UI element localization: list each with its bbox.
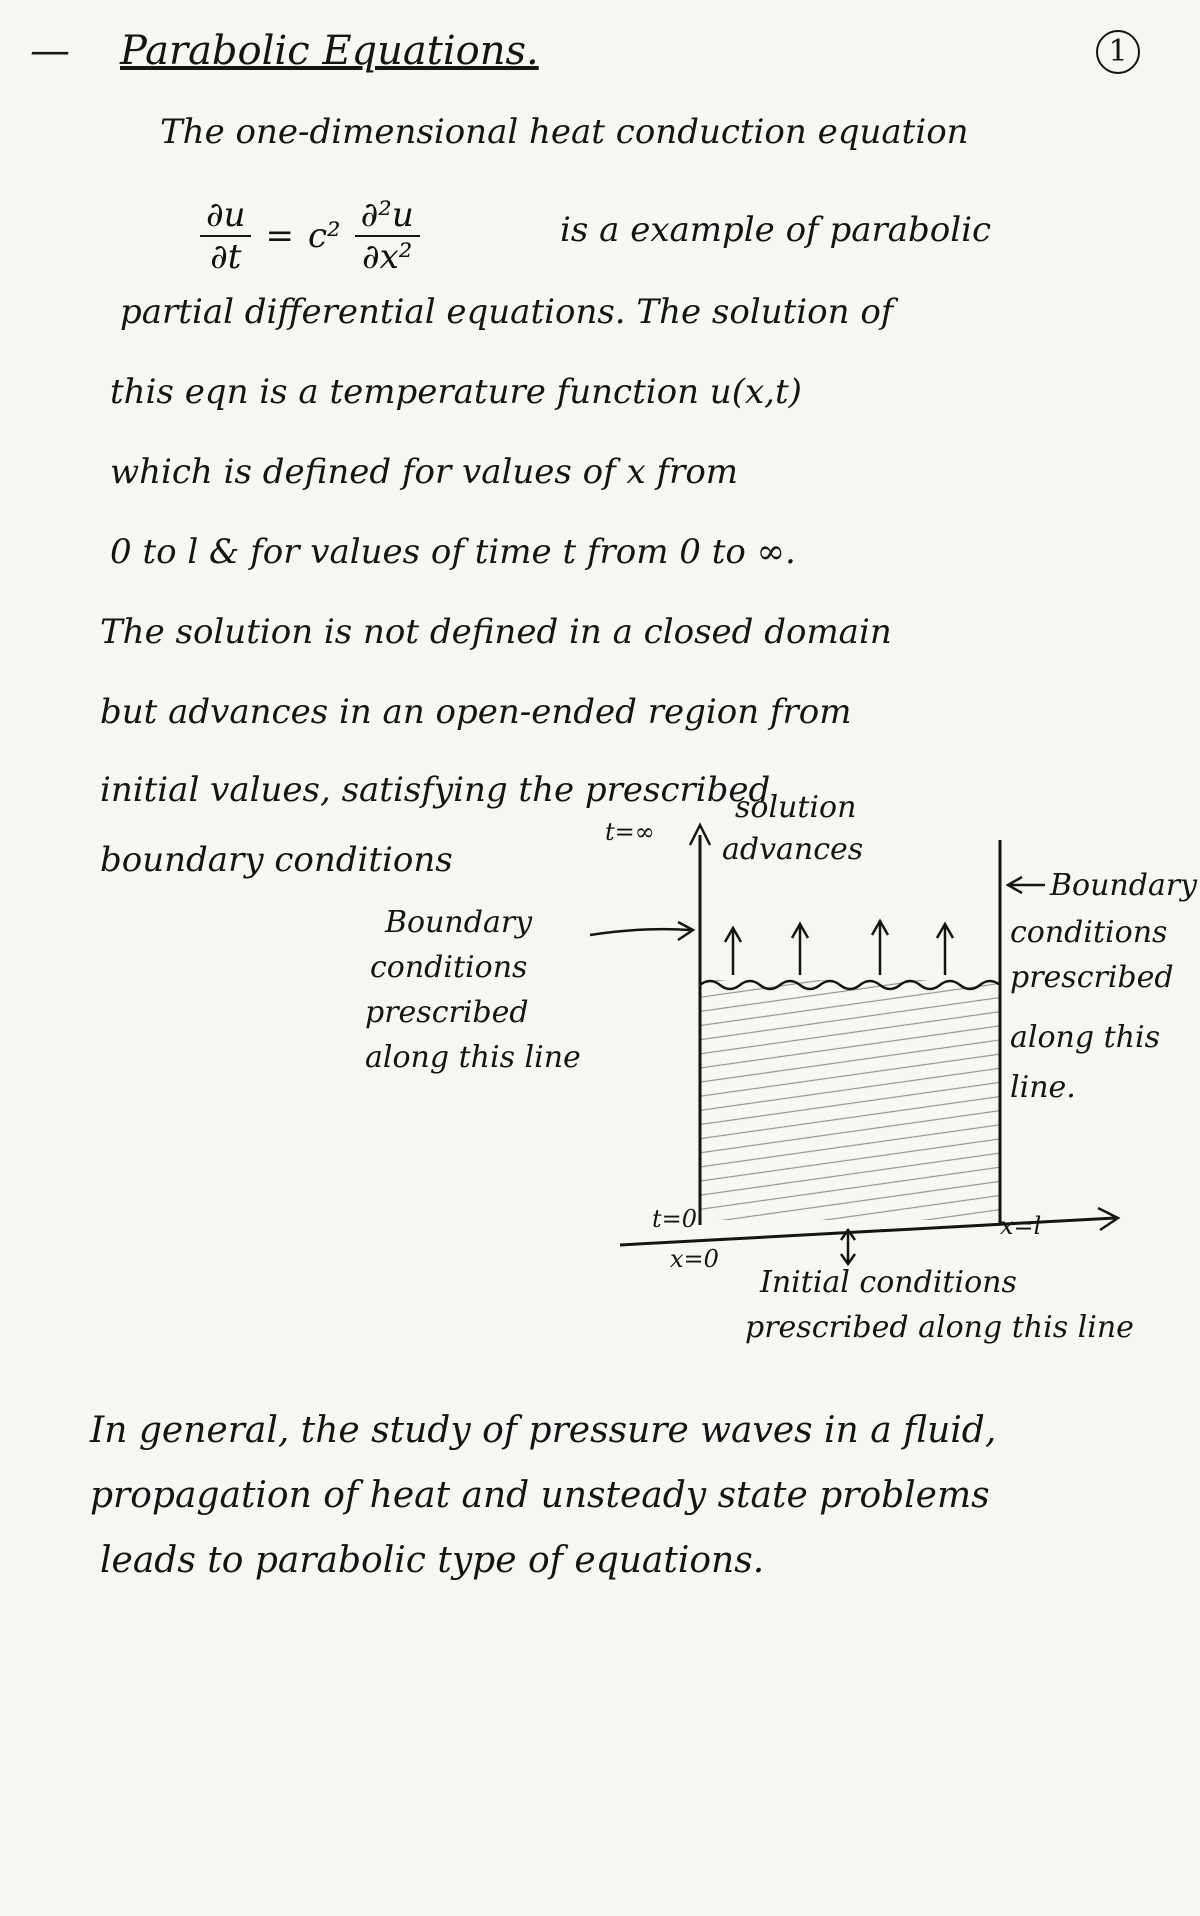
left-pointer-arrow bbox=[590, 922, 693, 940]
right-pointer-arrow bbox=[1008, 877, 1045, 893]
right-boundary-label-4: along this bbox=[1010, 1020, 1160, 1055]
coefficient: c² bbox=[307, 216, 341, 256]
general-line-1: In general, the study of pressure waves in a fluid, bbox=[90, 1410, 997, 1451]
right-boundary-label-3: prescribed bbox=[1010, 960, 1174, 995]
lhs-numerator: ∂u bbox=[200, 195, 251, 237]
left-boundary-label-1: Boundary bbox=[385, 905, 533, 940]
right-boundary-label-2: conditions bbox=[1010, 915, 1168, 950]
rhs-numerator: ∂²u bbox=[355, 195, 420, 237]
body-line-8: but advances in an open-ended region from bbox=[100, 692, 852, 732]
t-zero-label: t=0 bbox=[652, 1205, 698, 1233]
margin-dash: — bbox=[30, 28, 70, 74]
initial-label-1: Initial conditions bbox=[760, 1265, 1017, 1300]
body-line-10: boundary conditions bbox=[100, 840, 453, 880]
body-line-6: 0 to l & for values of time t from 0 to ∞. bbox=[110, 532, 796, 572]
general-line-3: leads to parabolic type of equations. bbox=[100, 1540, 765, 1581]
x-zero-label: x=0 bbox=[670, 1245, 719, 1273]
solution-label-1: solution bbox=[735, 790, 857, 825]
body-line-1: The one-dimensional heat conduction equation bbox=[160, 112, 969, 152]
body-line-4: this eqn is a temperature function u(x,t) bbox=[110, 372, 802, 412]
page-number: 1 bbox=[1096, 30, 1140, 74]
body-line-5: which is defined for values of x from bbox=[110, 452, 739, 492]
body-line-7: The solution is not defined in a closed domain bbox=[100, 612, 892, 652]
advance-arrows bbox=[725, 921, 953, 975]
left-boundary-label-2: conditions bbox=[370, 950, 528, 985]
page-title: Parabolic Equations. bbox=[120, 28, 539, 74]
equals-sign: = bbox=[265, 216, 294, 256]
shaded-region bbox=[700, 980, 1000, 1220]
body-line-9: initial values, satisfying the prescribed bbox=[100, 770, 771, 810]
body-line-2: is a example of parabolic bbox=[560, 210, 992, 250]
t-infinity-label: t=∞ bbox=[605, 818, 655, 846]
left-boundary-label-3: prescribed bbox=[365, 995, 529, 1030]
x-l-label: x=l bbox=[1000, 1212, 1042, 1240]
right-boundary-label-1: Boundary bbox=[1050, 868, 1198, 903]
initial-arrow bbox=[841, 1230, 855, 1264]
rhs-denominator: ∂x² bbox=[362, 237, 413, 277]
general-line-2: propagation of heat and unsteady state problems bbox=[90, 1475, 990, 1516]
lhs-denominator: ∂t bbox=[210, 237, 242, 277]
body-line-3: partial differential equations. The solution of bbox=[120, 292, 894, 332]
solution-label-2: advances bbox=[722, 832, 864, 867]
right-boundary-label-5: line. bbox=[1010, 1070, 1076, 1105]
initial-label-2: prescribed along this line bbox=[745, 1310, 1134, 1345]
left-boundary-label-4: along this line bbox=[365, 1040, 581, 1075]
